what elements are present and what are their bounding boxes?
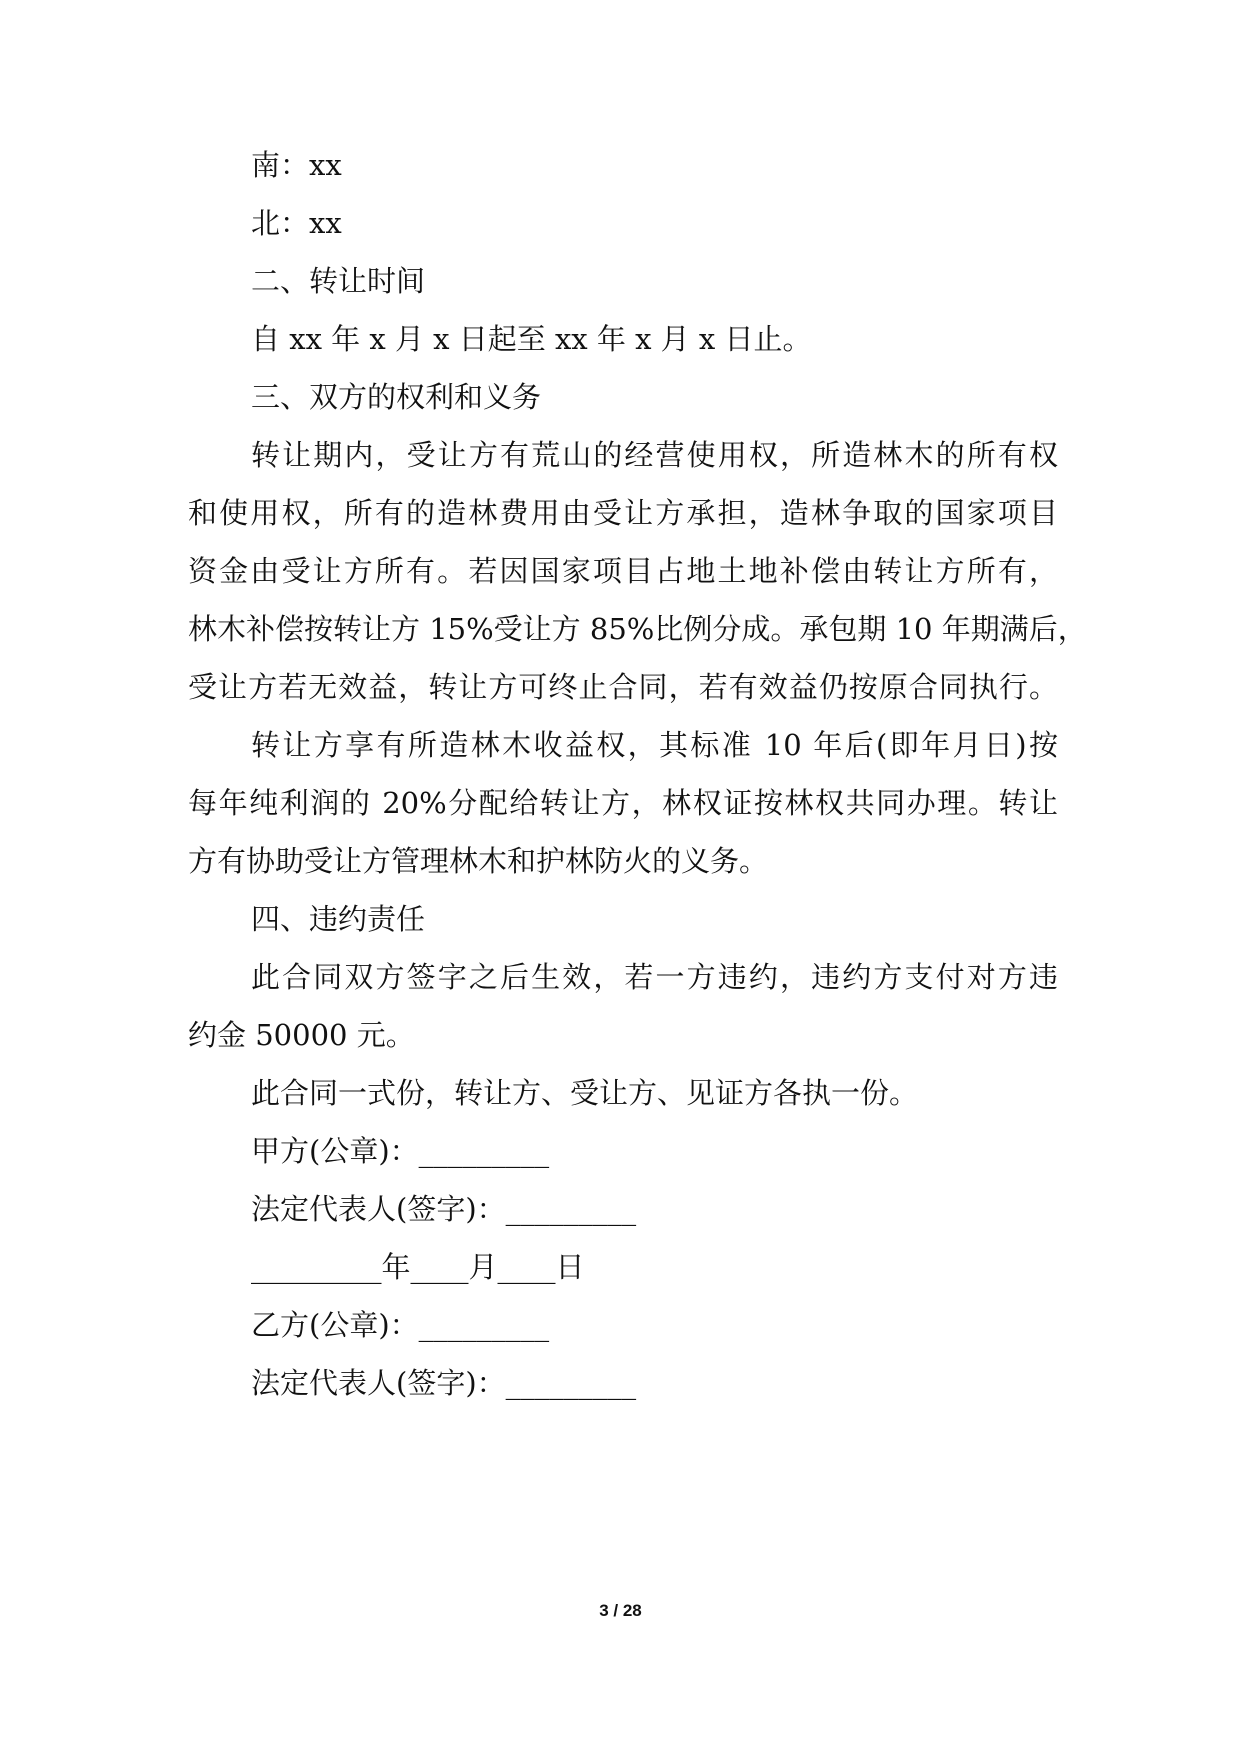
section-heading-transfer-time: 二、转让时间 bbox=[251, 264, 426, 298]
paragraph-line: 受让方若无效益，转让方可终止合同，若有效益仍按原合同执行。 bbox=[188, 670, 1058, 704]
text-line-south: 南：xx bbox=[251, 148, 342, 182]
text-line-copies: 此合同一式份，转让方、受让方、见证方各执一份。 bbox=[251, 1076, 919, 1110]
paragraph-line: 和使用权，所有的造林费用由受让方承担，造林争取的国家项目 bbox=[188, 496, 1058, 530]
paragraph-line: 方有协助受让方管理林木和护林防火的义务。 bbox=[188, 844, 769, 878]
paragraph-line: 约金 50000 元。 bbox=[188, 1018, 415, 1052]
text-line-period: 自 xx 年 x 月 x 日起至 xx 年 x 月 x 日止。 bbox=[251, 322, 812, 356]
paragraph-line: 资金由受让方所有。若因国家项目占地土地补偿由转让方所有， bbox=[188, 554, 1058, 588]
signature-line-legal-rep-b: 法定代表人(签字)：_________ bbox=[251, 1366, 637, 1400]
paragraph-line: 林木补偿按转让方 15%受让方 85%比例分成。承包期 10 年期满后， bbox=[188, 612, 1087, 646]
paragraph-line: 转让期内，受让方有荒山的经营使用权，所造林木的所有权 bbox=[251, 438, 1058, 472]
signature-line-party-b: 乙方(公章)：_________ bbox=[251, 1308, 550, 1342]
page-number: 3 / 28 bbox=[599, 1601, 642, 1620]
signature-line-party-a: 甲方(公章)：_________ bbox=[251, 1134, 550, 1168]
paragraph-line: 每年纯利润的 20%分配给转让方，林权证按林权共同办理。转让 bbox=[188, 786, 1058, 820]
date-line: _________年____月____日 bbox=[251, 1250, 585, 1284]
section-heading-rights-obligations: 三、双方的权利和义务 bbox=[251, 380, 542, 414]
paragraph-line: 此合同双方签字之后生效，若一方违约，违约方支付对方违 bbox=[251, 960, 1058, 994]
paragraph-line: 转让方享有所造林木收益权，其标准 10 年后(即年月日)按 bbox=[251, 728, 1058, 762]
text-line-north: 北：xx bbox=[251, 206, 342, 240]
signature-line-legal-rep-a: 法定代表人(签字)：_________ bbox=[251, 1192, 637, 1226]
section-heading-liability: 四、违约责任 bbox=[251, 902, 426, 936]
